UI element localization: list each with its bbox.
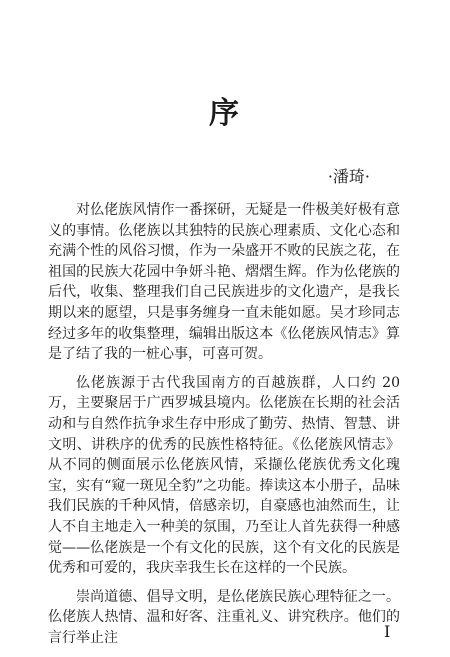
paragraph-2: 仫佬族源于古代我国南方的百越族群，人口约 20 万，主要聚居于广西罗城县境内。仫佬族在长期的社会活动和与自然作抗争求生存中形成了勤劳、热情、智慧、讲文明、讲秩序的优秀的民族性格特征。《仫佬族风情志》从不同的侧面展示仫佬族风情，采撷仫佬族优秀文化瑰宝，实有“窥一斑见全豹”之功能。捧读这本小册子，品味我们民族的千种风情，倍感亲切，自豪感也油然而生，让人不自主地走入一种美的氛围，乃至让人首先获得一种感觉——仫佬族是一个有文化的民族，这个有文化的民族是优秀和可爱的，我庆幸我生长在这样的一个民族。 [48, 374, 400, 577]
author-name: ·潘琦· [327, 167, 370, 186]
page-title: 序 [209, 96, 241, 131]
body-text [48, 200, 400, 656]
page-number: I [384, 622, 391, 641]
paragraph-3: 崇尚道德、倡导文明，是仫佬族民族心理特征之一。仫佬族人热情、温和好客、注重礼义、讲究秩序。他们的言行举止注 [48, 588, 400, 646]
paragraph-1: 对仫佬族风情作一番探研，无疑是一件极美好极有意义的事情。仫佬族以其独特的民族心理素质、文化心态和充满个性的风俗习惯，作为一朵盛开不败的民族之花，在祖国的民族大花园中争妍斗艳、熠熠生辉。作为仫佬族的后代，收集、整理我们自己民族进步的文化遗产，是我长期以来的愿望，只是事务缠身一直未能如愿。吴才珍同志经过多年的收集整理，编辑出版这本《仫佬族风情志》算是了结了我的一桩心事，可喜可贺。 [48, 202, 400, 363]
